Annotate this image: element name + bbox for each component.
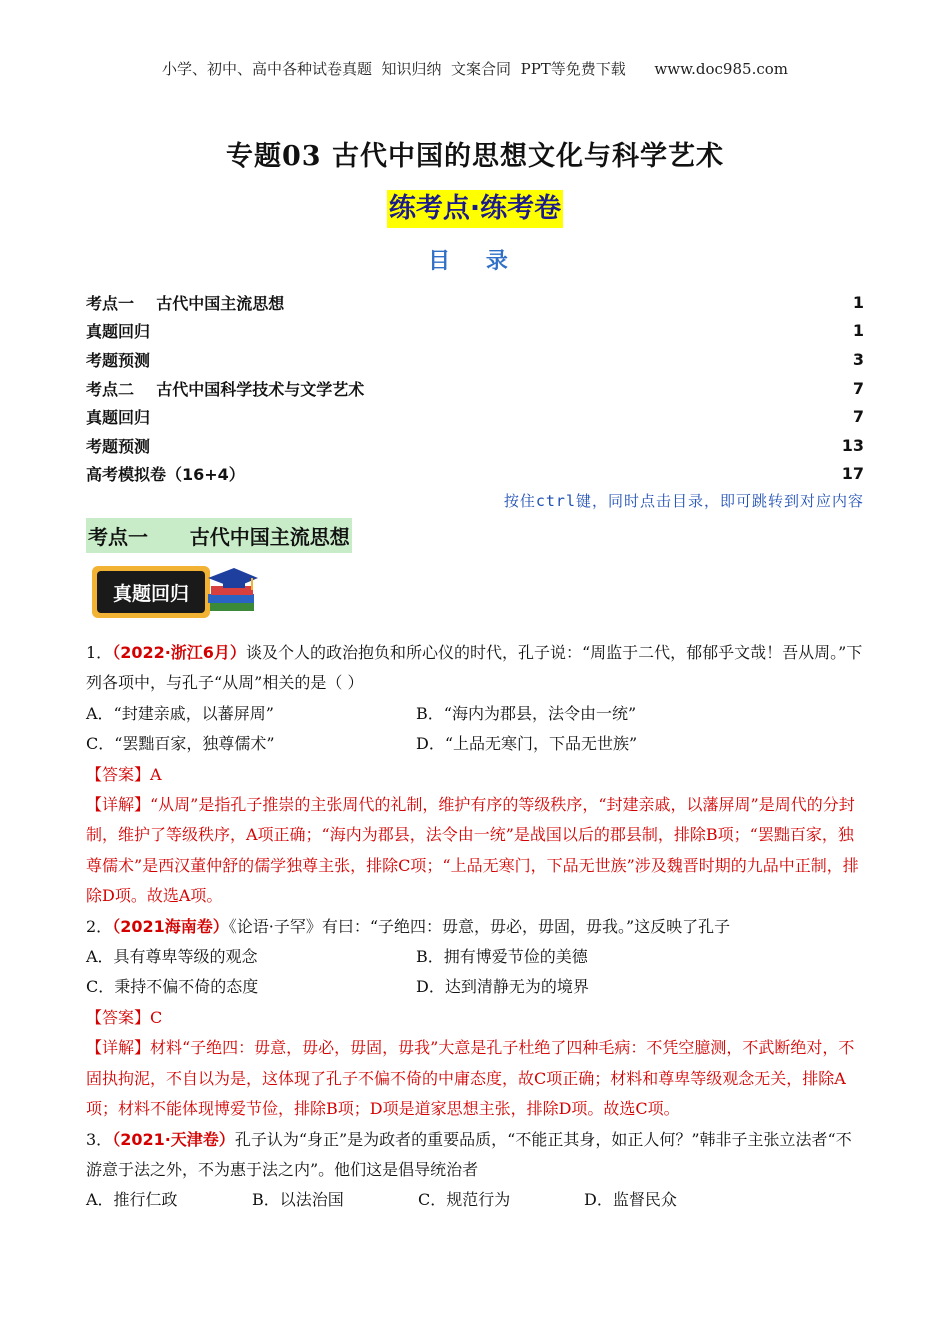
badge-label: 真题回归 [112,583,190,605]
option: A．推行仁政 [86,1190,178,1210]
answer: 【答案】A [86,764,162,784]
section-badge [90,560,260,626]
question-item [86,638,866,912]
question-item [86,1125,866,1216]
question-source: （2022·浙江6月） [112,643,246,662]
option: D．“上品无寒门，下品无世族” [416,734,638,754]
option: B．拥有博爱节俭的美德 [416,947,588,967]
option-row [86,942,866,972]
table-of-contents [86,288,864,488]
question-item [86,912,866,1125]
option-row [86,1185,866,1215]
toc-heading: 目 录 [428,249,522,274]
option: B．“海内为郡县，法令由一统” [416,703,637,723]
subtitle-container [0,190,950,228]
toc-entry-page: 17 [841,464,864,484]
toc-entry[interactable] [86,460,864,489]
option-row [86,972,866,1002]
question-text: 孔子认为“身正”是为政者的重要品质，“不能正其身，如正人何？”韩非子主张立法者“不游意于法之外，不为惠于法之内”。他们这是倡导统治者 [86,1129,852,1179]
option: D．达到清静无为的境界 [416,977,589,997]
page-title: 专题03 古代中国的思想文化与科学艺术 [226,141,724,172]
question-number: 3． [86,1129,113,1149]
toc-entry-label: 考题预测 [86,350,151,370]
toc-entry-page: 13 [841,435,864,455]
option: B．以法治国 [252,1190,344,1210]
toc-entry[interactable] [86,288,864,317]
question-source: （2021·天津卷） [112,1129,235,1149]
toc-entry[interactable] [86,374,864,403]
toc-entry-page: 1 [852,292,864,312]
question-stem [86,638,866,699]
option: C．规范行为 [418,1190,511,1210]
question-text: 《论语·子罕》有曰：“子绝四：毋意，毋必，毋固，毋我。”这反映了孔子 [228,916,731,936]
explanation: 【详解】材料“子绝四：毋意，毋必，毋固，毋我”大意是孔子杜绝了四种毛病：不凭空臆测，不武断绝对，不固执拘泥，不自以为是，这体现了孔子不偏不倚的中庸态度，故C项正确；材料和尊卑等级观念无关，排除A项；材料不能体现博爱节俭，排除B项；D项是道家思想主张，排除D项。故选C项。 [86,1038,855,1119]
option-row [86,729,866,759]
question-stem [86,1125,866,1186]
toc-entry-label: 高考模拟卷（16+4） [86,465,245,485]
toc-entry-page: 7 [852,378,864,398]
toc-entry-label: 真题回归 [86,408,151,428]
page-header: 小学、初中、高中各种试卷真题 知识归纳 文案合同 PPT等免费下载 www.doc985.com [161,60,788,78]
toc-entry-label: 考题预测 [86,436,151,456]
question-text: 谈及个人的政治抱负和所心仪的时代，孔子说：“周监于二代，郁郁乎文哉！吾从周。”下列各项中，与孔子“从周”相关的是（ ） [86,643,863,693]
subtitle: 练考点·练考卷 [387,190,563,228]
option: C．“罢黜百家，独尊儒术” [86,734,275,754]
question-list [86,638,866,1216]
question-number: 2． [86,916,113,936]
question-number: 1． [86,643,113,662]
books-badge-icon [90,560,260,626]
section-heading: 考点一 古代中国主流思想 [86,518,352,553]
option-row [86,699,866,729]
toc-entry[interactable] [86,345,864,374]
answer: 【答案】C [86,1007,163,1027]
toc-entry[interactable] [86,317,864,346]
question-source: （2021海南卷） [112,916,229,936]
toc-entry-label: 真题回归 [86,322,151,342]
toc-entry-page: 1 [852,321,864,341]
option: A．“封建亲戚，以蕃屏周” [86,703,274,723]
toc-entry-label: 考点二 古代中国科学技术与文学艺术 [86,379,365,399]
toc-entry[interactable] [86,431,864,460]
toc-hint: 按住ctrl键，同时点击目录，即可跳转到对应内容 [503,492,864,510]
toc-entry-label: 考点一 古代中国主流思想 [86,293,285,313]
option: C．秉持不偏不倚的态度 [86,977,259,997]
toc-entry-page: 7 [852,407,864,427]
option: A．具有尊卑等级的观念 [86,947,258,967]
toc-entry-page: 3 [852,349,864,369]
explanation: 【详解】“从周”是指孔子推崇的主张周代的礼制，维护有序的等级秩序，“封建亲戚，以藩屏周”是周代的分封制，维护了等级秩序，A项正确；“海内为郡县，法令由一统”是战国以后的郡县制，排除B项；“罢黜百家，独尊儒术”是西汉董仲舒的儒学独尊主张，排除C项；“上品无寒门，下品无世族”涉及魏晋时期的九品中正制，排除D项。故选A项。 [86,795,859,906]
question-stem [86,912,866,942]
toc-entry[interactable] [86,402,864,431]
option: D．监督民众 [584,1190,677,1210]
